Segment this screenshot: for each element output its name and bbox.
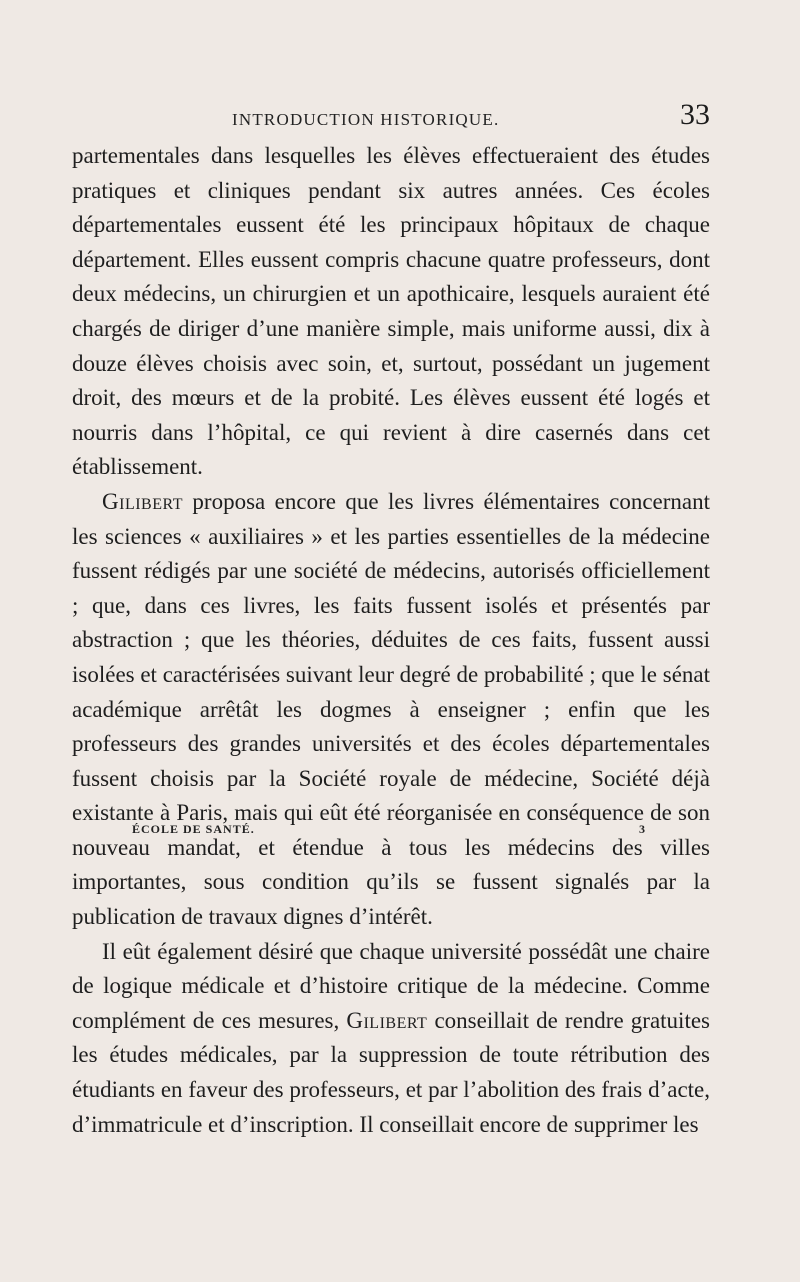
paragraph-1: partementales dans lesquelles les élèves effectueraient des études pratiques et cliniques pendant six autres années. Ces écoles départementales eussent été les principaux hôpitaux de chaque département. Elles eussent compris chacune quatre professeurs, dont deux médecins, un chirurgien et un apothicaire, lesquels auraient été chargés de diriger d’une manière simple, mais uniforme aussi, dix à douze élèves choisis avec soin, et, surtout, possédant un jugement droit, des mœurs et de la probité. Les élèves eussent été logés et nourris dans l’hôpital, ce qui revient à dire casernés dans cet établissement.	[72, 143, 710, 480]
paragraph-2	[72, 485, 710, 935]
paragraph-3	[72, 935, 710, 1143]
signature-label: ÉCOLE DE SANTÉ.	[132, 822, 255, 836]
author-name-gilibert: Gilibert	[102, 488, 183, 514]
signature-number: 3	[639, 822, 646, 836]
body-text	[72, 139, 710, 1142]
paragraph-3-text-before: Il eût également désiré que chaque université possédât une chaire de logique médicale et d’histoire critique de la médecine. Comme complément de ces mesures,	[72, 938, 710, 1033]
author-name-gilibert: Gilibert	[346, 1007, 428, 1033]
paragraph-3-text-after: conseillait de rendre gratuites les études médicales, par la suppression de toute rétribution des étudiants en faveur des professeurs, et par l’abolition des frais d’acte, d’immatricule et d’inscription. Il conseillait encore de supprimer les	[72, 1007, 710, 1137]
page-number: 33	[680, 98, 710, 131]
paragraph-2-text: proposa encore que les livres élémentaires concernant les sciences « auxiliaires » et les parties essentielles de la médecine fussent rédigés par une société de médecins, autorisés officiellement ; que, dans ces livres, les faits fussent isolés et présentés par abstraction ; que les théories, déduites de ces faits, fussent aussi isolées et caractérisées suivant leur degré de probabilité ; que le sénat académique arrêtât les dogmes à enseigner ; enfin que les professeurs des grandes universités et des écoles départementales fussent choisis par la Société royale de médecine, Société déjà existante à Paris, mais qui eût été réorganisée en conséquence de son nouveau mandat, et étendue à tous les médecins des villes importantes, sous condition qu’ils se fussent signalés par la publication de travaux dignes d’intérêt.	[72, 488, 710, 930]
running-title: INTRODUCTION HISTORIQUE.	[232, 110, 500, 129]
page-header	[72, 98, 710, 138]
